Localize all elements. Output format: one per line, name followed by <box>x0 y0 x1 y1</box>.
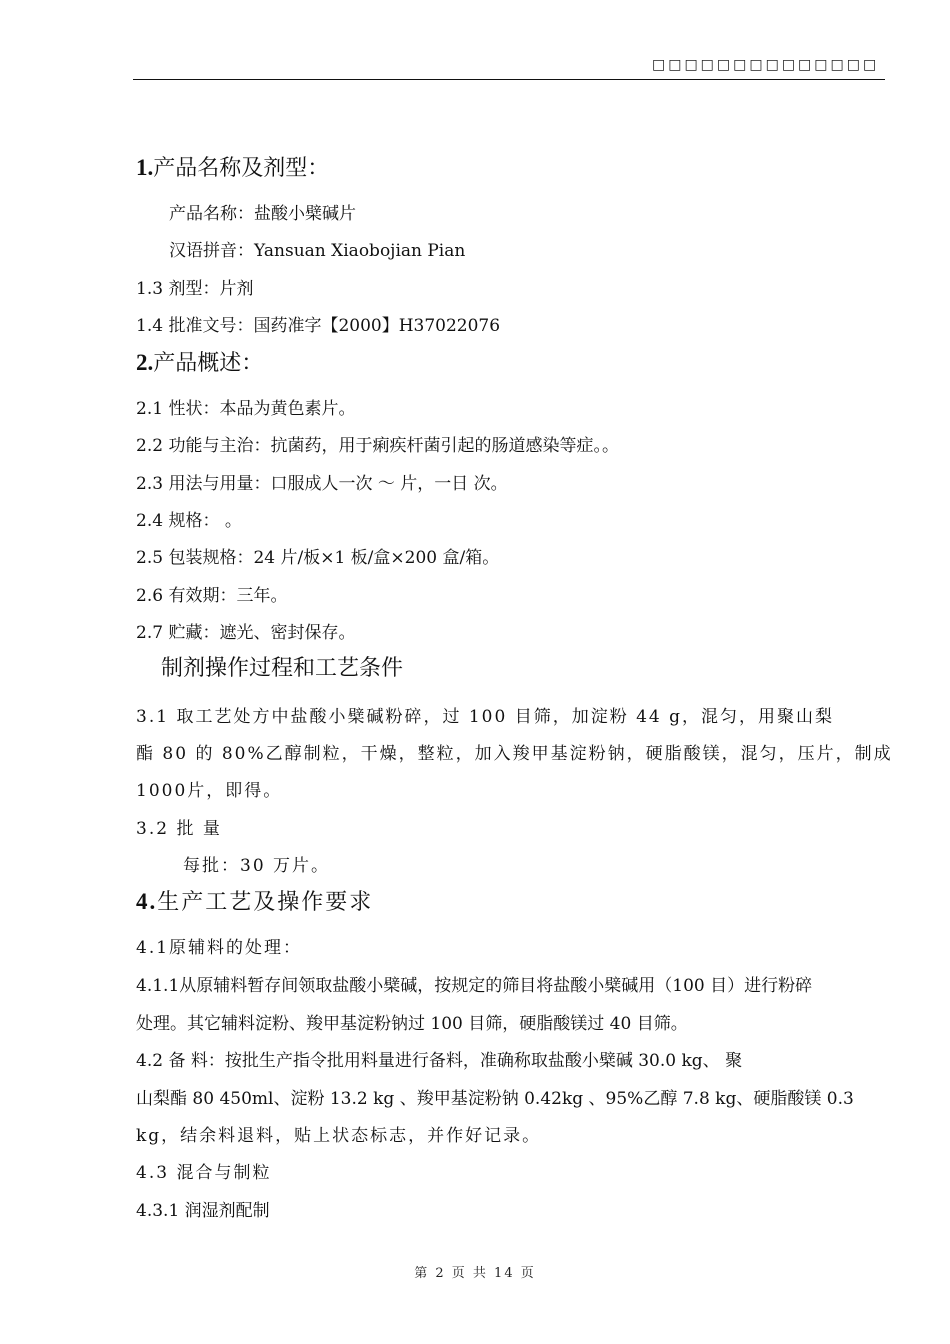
item-2-3: 2.3 用法与用量：口服成人一次 ～ 片，一日 次。 <box>136 474 508 494</box>
item-2-2: 2.2 功能与主治：抗菌药，用于痢疾杆菌引起的肠道感染等症。。 <box>136 436 619 456</box>
header-text: □□□□□□□□□□□□□□ <box>652 57 880 73</box>
item-3-1-line-3: 1000片，即得。 <box>136 781 283 801</box>
item-3-1-line-2: 酯 80 的 80%乙醇制粒，干燥，整粒，加入羧甲基淀粉钠，硬脂酸镁，混匀，压片，制成 <box>136 744 893 764</box>
section-4-heading <box>136 888 373 917</box>
section-1-title: 产品名称及剂型： <box>153 156 330 181</box>
item-3-1-line-1: 3.1 取工艺处方中盐酸小檗碱粉碎，过 100 目筛，加淀粉 44 g，混匀，用聚山梨 <box>136 707 835 727</box>
item-4-1: 4.1原辅料的处理： <box>136 938 303 958</box>
item-2-4: 2.4 规格： 。 <box>136 511 242 531</box>
item-2-7: 2.7 贮藏：遮光、密封保存。 <box>136 623 356 643</box>
section-3-heading: 制剂操作过程和工艺条件 <box>161 656 404 681</box>
section-4-title: 生产工艺及操作要求 <box>157 890 374 915</box>
section-2-title: 产品概述： <box>153 351 264 376</box>
header-rule <box>133 79 885 80</box>
item-4-1-1-line-2: 处理。其它辅料淀粉、羧甲基淀粉钠过 100 目筛，硬脂酸镁过 40 目筛。 <box>136 1014 688 1034</box>
item-1-4: 1.4 批准文号：国药准字【2000】H37022076 <box>136 316 501 336</box>
product-name: 产品名称：盐酸小檗碱片 <box>169 204 356 224</box>
section-2-heading <box>136 349 263 378</box>
section-1-heading <box>136 154 329 183</box>
item-3-2: 3.2 批 量 <box>136 819 222 839</box>
product-pinyin: 汉语拼音：Yansuan Xiaobojian Pian <box>169 241 466 261</box>
item-4-2-line-1: 4.2 备 料：按批生产指令批用料量进行备料，准确称取盐酸小檗碱 30.0 kg、 聚 <box>136 1051 743 1071</box>
item-3-2-batch: 每批：30 万片。 <box>183 856 331 876</box>
item-4-3-1: 4.3.1 润湿剂配制 <box>136 1201 270 1221</box>
section-2-number: 2. <box>136 350 154 375</box>
item-4-2-line-2: 山梨酯 80 450ml、淀粉 13.2 kg 、羧甲基淀粉钠 0.42kg 、95%乙醇 7.8 kg、硬脂酸镁 0.3 <box>136 1089 854 1109</box>
item-2-5: 2.5 包装规格：24 片/板×1 板/盒×200 盒/箱。 <box>136 548 500 568</box>
item-1-3: 1.3 剂型：片剂 <box>136 279 254 299</box>
item-4-3: 4.3 混合与制粒 <box>136 1163 272 1183</box>
item-4-2-line-3: kg，结余料退料，贴上状态标志，并作好记录。 <box>136 1126 542 1146</box>
item-4-1-1-line-1: 4.1.1从原辅料暂存间领取盐酸小檗碱，按规定的筛目将盐酸小檗碱用（100 目）进行粉碎 <box>136 976 813 996</box>
section-4-number: 4. <box>136 889 158 914</box>
item-2-6: 2.6 有效期：三年。 <box>136 586 288 606</box>
item-2-1: 2.1 性状：本品为黄色素片。 <box>136 399 356 419</box>
page-footer: 第 2 页 共 14 页 <box>414 1266 536 1281</box>
section-1-number: 1. <box>136 155 154 180</box>
